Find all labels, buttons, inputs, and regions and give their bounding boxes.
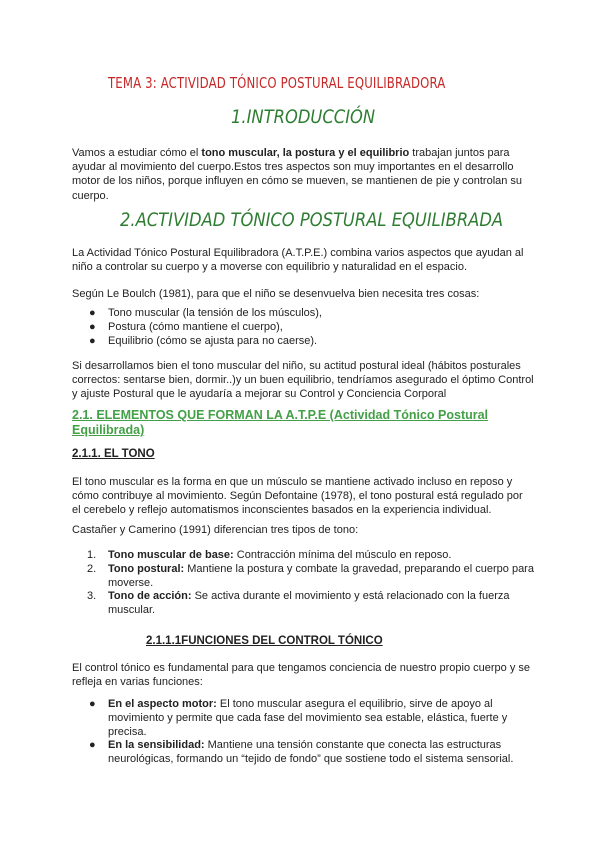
- list-item: [72, 321, 534, 335]
- bullet-icon: ●: [89, 698, 96, 710]
- list-item-text: Postura (cómo mantiene el cuerpo),: [108, 320, 283, 333]
- bullet-list-le-boulch: [72, 307, 534, 348]
- list-item-text: Equilibrio (cómo se ajusta para no caerse).: [108, 334, 318, 347]
- list-item-text: Mantiene la postura y combate la gravedad, preparando el cuerpo para moverse.: [108, 562, 534, 589]
- numbered-list-tipos-tono: [72, 549, 534, 618]
- bullet-icon: ●: [89, 739, 96, 752]
- heading-actividad-tonico: 2.ACTIVIDAD TÓNICO POSTURAL EQUILIBRADA: [120, 209, 504, 231]
- bullet-list-funciones: [72, 698, 534, 767]
- list-item: [72, 698, 534, 739]
- list-item-bold: Tono muscular de base:: [108, 549, 234, 561]
- bullet-icon: ●: [89, 307, 96, 319]
- bullet-icon: ●: [89, 320, 96, 333]
- funciones-paragraph: El control tónico es fundamental para que tengamos conciencia de nuestro propio cuerpo y se refleja en varias funciones:: [72, 662, 531, 689]
- atpe-paragraph-3: Si desarrollamos bien el tono muscular del niño, su actitud postural ideal (hábitos posturales correctos: sentarse bien, dormir..)y un buen equilibrio, tendríamos asegurado el óptimo Control y ajuste Postural que le ayudaría a mejorar su Control y Conciencia Corporal: [72, 360, 534, 401]
- intro-text-2: trabajan juntos para ayudar al movimiento del cuerpo.Estos tres aspectos son muy importantes en el desarrollo motor de los niños, porque influyen en cómo se mueven, se mantienen de pie y controlan su cuerpo.: [72, 147, 523, 202]
- list-item: [72, 335, 534, 349]
- atpe-paragraph-2: Según Le Boulch (1981), para que el niño se desenvuelva bien necesita tres cosas:: [72, 288, 480, 300]
- heading-funciones-control-tonico: 2.1.1.1FUNCIONES DEL CONTROL TÓNICO: [146, 635, 383, 647]
- intro-paragraph: [72, 146, 534, 203]
- list-number: 3.: [87, 590, 97, 603]
- list-item-text: Contracción mínima del músculo en reposo.: [233, 549, 452, 561]
- list-item-bold: En el aspecto motor:: [108, 698, 217, 710]
- list-item: [72, 590, 534, 618]
- tono-paragraph-2: Castañer y Camerino (1991) diferencian tres tipos de tono:: [72, 524, 359, 536]
- list-item-bold: En la sensibilidad:: [108, 739, 205, 752]
- list-item: [72, 307, 534, 321]
- intro-bold: tono muscular, la postura y el equilibrio: [201, 147, 410, 159]
- list-item-bold: Tono postural:: [108, 562, 185, 575]
- heading-elementos-atpe: 2.1. ELEMENTOS QUE FORMAN LA A.T.P.E (Actividad Tónico Postural Equilibrada): [72, 408, 489, 437]
- bullet-icon: ●: [89, 334, 96, 347]
- intro-text-1: Vamos a estudiar cómo el: [72, 147, 202, 159]
- list-item-text: Se activa durante el movimiento y está relacionado con la fuerza muscular.: [108, 590, 510, 617]
- atpe-paragraph-1: La Actividad Tónico Postural Equilibradora (A.T.P.E.) combina varios aspectos que ayudan al niño a controlar su cuerpo y a moverse con equilibrio y naturalidad en el espacio.: [72, 247, 524, 274]
- list-number: 2.: [87, 562, 97, 575]
- list-item: [72, 563, 534, 591]
- list-item-text: Mantiene una tensión constante que conecta las estructuras neurológicas, formando un “tejido de fondo” que sostiene todo el sistema sensorial.: [108, 739, 514, 766]
- list-number: 1.: [87, 549, 97, 561]
- list-item: [72, 739, 534, 767]
- heading-el-tono: 2.1.1. EL TONO: [72, 448, 155, 460]
- tono-paragraph-1: El tono muscular es la forma en que un músculo se mantiene activado incluso en reposo y cómo contribuye al movimiento. Según Defontaine (1978), el tono postural está regulado por el cerebelo y reflejo automatismos inconscientes basados en la experiencia individual.: [72, 476, 523, 517]
- list-item-text: Tono muscular (la tensión de los músculos),: [108, 307, 322, 319]
- tema-title: TEMA 3: ACTIVIDAD TÓNICO POSTURAL EQUILIBRADORA: [108, 74, 446, 92]
- list-item-text: El tono muscular asegura el equilibrio, sirve de apoyo al movimiento y permite que cada fase del movimiento sea estable, elástica, fuerte y precisa.: [108, 698, 508, 738]
- list-item-bold: Tono de acción:: [108, 590, 192, 603]
- heading-introduccion: 1.INTRODUCCIÓN: [231, 106, 376, 128]
- list-item: [72, 549, 534, 563]
